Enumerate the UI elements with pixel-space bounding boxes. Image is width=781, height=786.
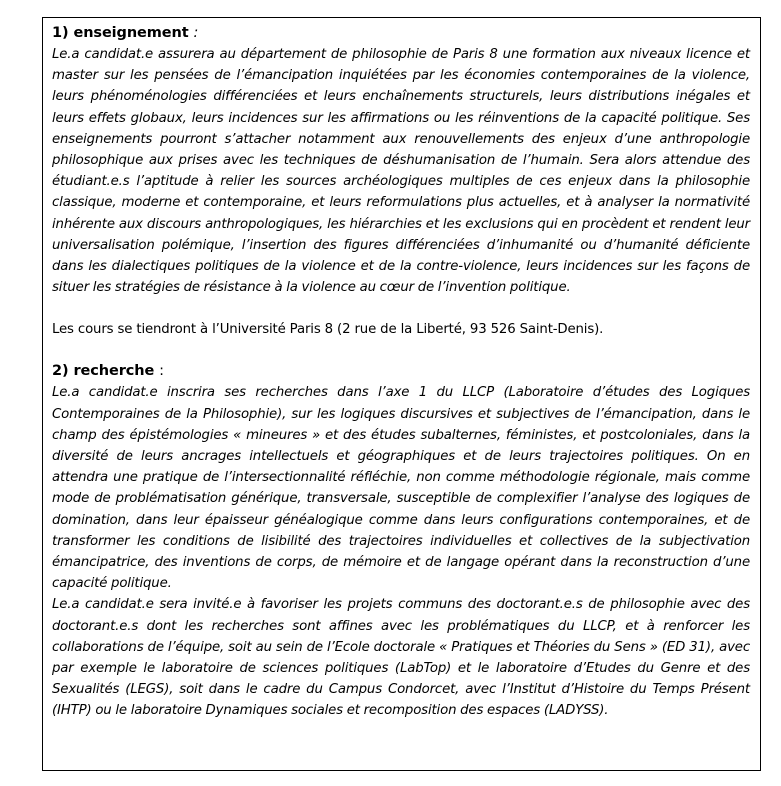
text-frame <box>42 17 761 771</box>
spacer <box>52 298 750 319</box>
spacer <box>52 340 750 361</box>
section-title: 1) enseignement <box>52 25 189 41</box>
recherche-paragraph-2: Le.a candidat.e sera invité.e à favoriser les projets communs des doctorant.e.s de philosophie avec des doctorant.e.s dont les recherches sont affines avec les problématiques du LLCP, et à renforcer les collaborations de l’équipe, soit au sein de l’Ecole doctorale « Pratiques et Théories du Sens » (ED 31), avec par exemple le laboratoire de sciences politiques (LabTop) et le laboratoire d’Etudes du Genre et des Sexualités (LEGS), soit dans le cadre du Campus Condorcet, avec l’Institut d’Histoire du Temps Présent (IHTP) ou le laboratoire Dynamiques sociales et recomposition des espaces (LADYSS). <box>52 597 750 719</box>
enseignement-paragraph: Le.a candidat.e assurera au département de philosophie de Paris 8 une formation aux niveaux licence et master sur les pensées de l’émancipation inquiétées par les économies contemporaines de la violence, leurs phénoménologies différenciées et leurs enchaînements structurels, leurs distributions inégales et leurs effets globaux, leurs incidences sur les affirmations ou les réinventions de la capacité politique. Ses enseignements pourront s’attacher notamment aux renouvellements des enjeux d’une anthropologie philosophique aux prises avec les techniques de déshumanisation de l’humain. Sera alors attendue des étudiant.e.s l’aptitude à relier les sources archéologiques multiples de ces enjeux dans la philosophie classique, moderne et contemporaine, et leurs reformulations plus actuelles, et à analyser la normativité inhérente aux discours anthropologiques, les hiérarchies et les exclusions qui en procèdent et rendent leur universalisation polémique, l’insertion des figures différenciées d’inhumanité ou d’humanité déficiente dans les dialectiques politiques de la violence et de la contre-violence, leurs incidences sur les façons de situer les stratégies de résistance à la violence au cœur de l’invention politique. <box>52 47 750 296</box>
section-title: 2) recherche <box>52 363 155 380</box>
recherche-paragraph-1: Le.a candidat.e inscrira ses recherches dans l’axe 1 du LLCP (Laboratoire d’études des Logiques Contemporaines de la Philosophie), sur les logiques discursives et subjectives de l’émancipation, dans le champ des épistémologies « mineures » et des études subalternes, féministes, et postcoloniales, dans la diversité de leurs ancrages intellectuels et géographiques et de leurs trajectoires politiques. On en attendra une pratique de l’intersectionnalité réfléchie, non comme méthodologie régionale, mais comme mode de problématisation générique, transversale, susceptible de complexifier l’analyse des logiques de domination, dans leur épaisseur généalogique comme dans leurs configurations contemporaines, et de transformer les conditions de lisibilité des trajectoires individuelles et collectives de la subjectivation émancipatrice, des inventions de corps, de mémoire et de langage opérant dans la reconstruction d’une capacité politique. <box>52 385 750 592</box>
course-location-text: Les cours se tiendront à l’Université Paris 8 (2 rue de la Liberté, 93 526 Saint-Denis). <box>52 322 604 338</box>
section-colon: : <box>159 363 164 380</box>
section-colon: : <box>193 25 199 41</box>
section-heading-recherche <box>52 361 750 382</box>
section-heading-enseignement <box>52 23 750 44</box>
